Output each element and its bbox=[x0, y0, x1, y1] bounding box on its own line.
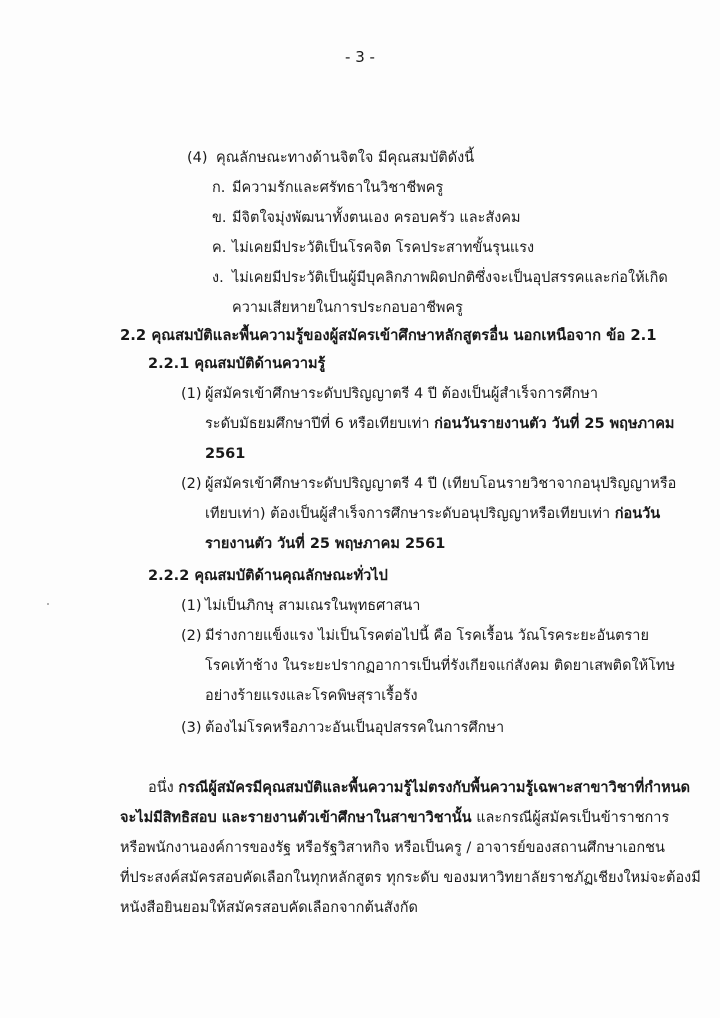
psych-marker: ก. bbox=[212, 180, 226, 196]
psych-marker: ง. bbox=[212, 270, 224, 286]
note-paragraph-line: หรือพนักงานองค์การของรัฐ หรือรัฐวิสาหกิจ หรือเป็นครู / อาจารย์ของสถานศึกษาเอกชน bbox=[120, 840, 665, 856]
psych-number: (4) bbox=[187, 150, 208, 166]
subsection-heading: 2.2.1 คุณสมบัติด้านความรู้ bbox=[148, 356, 326, 372]
section-heading: 2.2 คุณสมบัติและพื้นความรู้ของผู้สมัครเข้าศึกษาหลักสูตรอื่น นอกเหนือจาก ข้อ 2.1 bbox=[120, 327, 657, 344]
item-text: โรคเท้าช้าง ในระยะปรากฏอาการเป็นที่รังเกียจแก่สังคม ติดยาเสพติดให้โทษ bbox=[205, 658, 676, 674]
psych-item-continuation: ความเสียหายในการประกอบอาชีพครู bbox=[232, 300, 463, 316]
psych-marker: ข. bbox=[212, 210, 227, 226]
item-text: เทียบเท่า) ต้องเป็นผู้สำเร็จการศึกษาระดับอนุปริญญาหรือเทียบเท่า ก่อนวัน bbox=[205, 506, 661, 522]
subsection-heading: 2.2.2 คุณสมบัติด้านคุณลักษณะทั่วไป bbox=[148, 568, 388, 584]
item-text: อย่างร้ายแรงและโรคพิษสุราเรื้อรัง bbox=[205, 688, 418, 704]
item-text: รายงานตัว วันที่ 25 พฤษภาคม 2561 bbox=[205, 536, 446, 552]
note-paragraph-line: อนึ่ง กรณีผู้สมัครมีคุณสมบัติและพื้นความรู้ไม่ตรงกับพื้นความรู้เฉพาะสาขาวิชาที่กำหนด bbox=[148, 780, 691, 796]
psych-item: มีความรักและศรัทธาในวิชาชีพครู bbox=[232, 180, 444, 196]
note-paragraph-line: ที่ประสงค์สมัครสอบคัดเลือกในทุกหลักสูตร ทุกระดับ ของมหาวิทยาลัยราชภัฏเชียงใหม่จะต้องมี bbox=[120, 870, 701, 886]
item-number: (1) bbox=[181, 386, 202, 402]
item-text: ระดับมัธยมศึกษาปีที่ 6 หรือเทียบเท่า ก่อนวันรายงานตัว วันที่ 25 พฤษภาคม bbox=[205, 416, 675, 432]
item-text: ต้องไม่โรคหรือภาวะอันเป็นอุปสรรคในการศึกษา bbox=[205, 720, 505, 736]
item-number: (3) bbox=[181, 720, 202, 736]
note-paragraph-line: จะไม่มีสิทธิสอบ และรายงานตัวเข้าศึกษาในสาขาวิชานั้น และกรณีผู้สมัครเป็นข้าราชการ bbox=[120, 810, 670, 826]
psych-item: มีจิตใจมุ่งพัฒนาทั้งตนเอง ครอบครัว และสังคม bbox=[232, 210, 521, 226]
item-text: ผู้สมัครเข้าศึกษาระดับปริญญาตรี 4 ปี ต้องเป็นผู้สำเร็จการศึกษา bbox=[205, 386, 598, 402]
item-text: ไม่เป็นภิกษุ สามเณรในพุทธศาสนา bbox=[205, 598, 421, 614]
item-number: (2) bbox=[181, 628, 202, 644]
scan-speck bbox=[47, 603, 49, 605]
psych-marker: ค. bbox=[212, 240, 227, 256]
item-number: (2) bbox=[181, 476, 202, 492]
note-paragraph-line: หนังสือยินยอมให้สมัครสอบคัดเลือกจากต้นสังกัด bbox=[120, 900, 418, 916]
item-number: (1) bbox=[181, 598, 202, 614]
item-text: มีร่างกายแข็งแรง ไม่เป็นโรคต่อไปนี้ คือ โรคเรื้อน วัณโรคระยะอันตราย bbox=[205, 628, 649, 644]
psych-heading: คุณลักษณะทางด้านจิตใจ มีคุณสมบัติดังนี้ bbox=[216, 150, 475, 166]
psych-item: ไม่เคยมีประวัติเป็นโรคจิต โรคประสาทขั้นรุนแรง bbox=[232, 240, 535, 256]
psych-item: ไม่เคยมีประวัติเป็นผู้มีบุคลิกภาพผิดปกติซึ่งจะเป็นอุปสรรคและก่อให้เกิด bbox=[232, 270, 668, 286]
page-number: - 3 - bbox=[345, 48, 375, 66]
item-text: ผู้สมัครเข้าศึกษาระดับปริญญาตรี 4 ปี (เทียบโอนรายวิชาจากอนุปริญญาหรือ bbox=[205, 476, 677, 492]
item-text: 2561 bbox=[205, 446, 246, 462]
